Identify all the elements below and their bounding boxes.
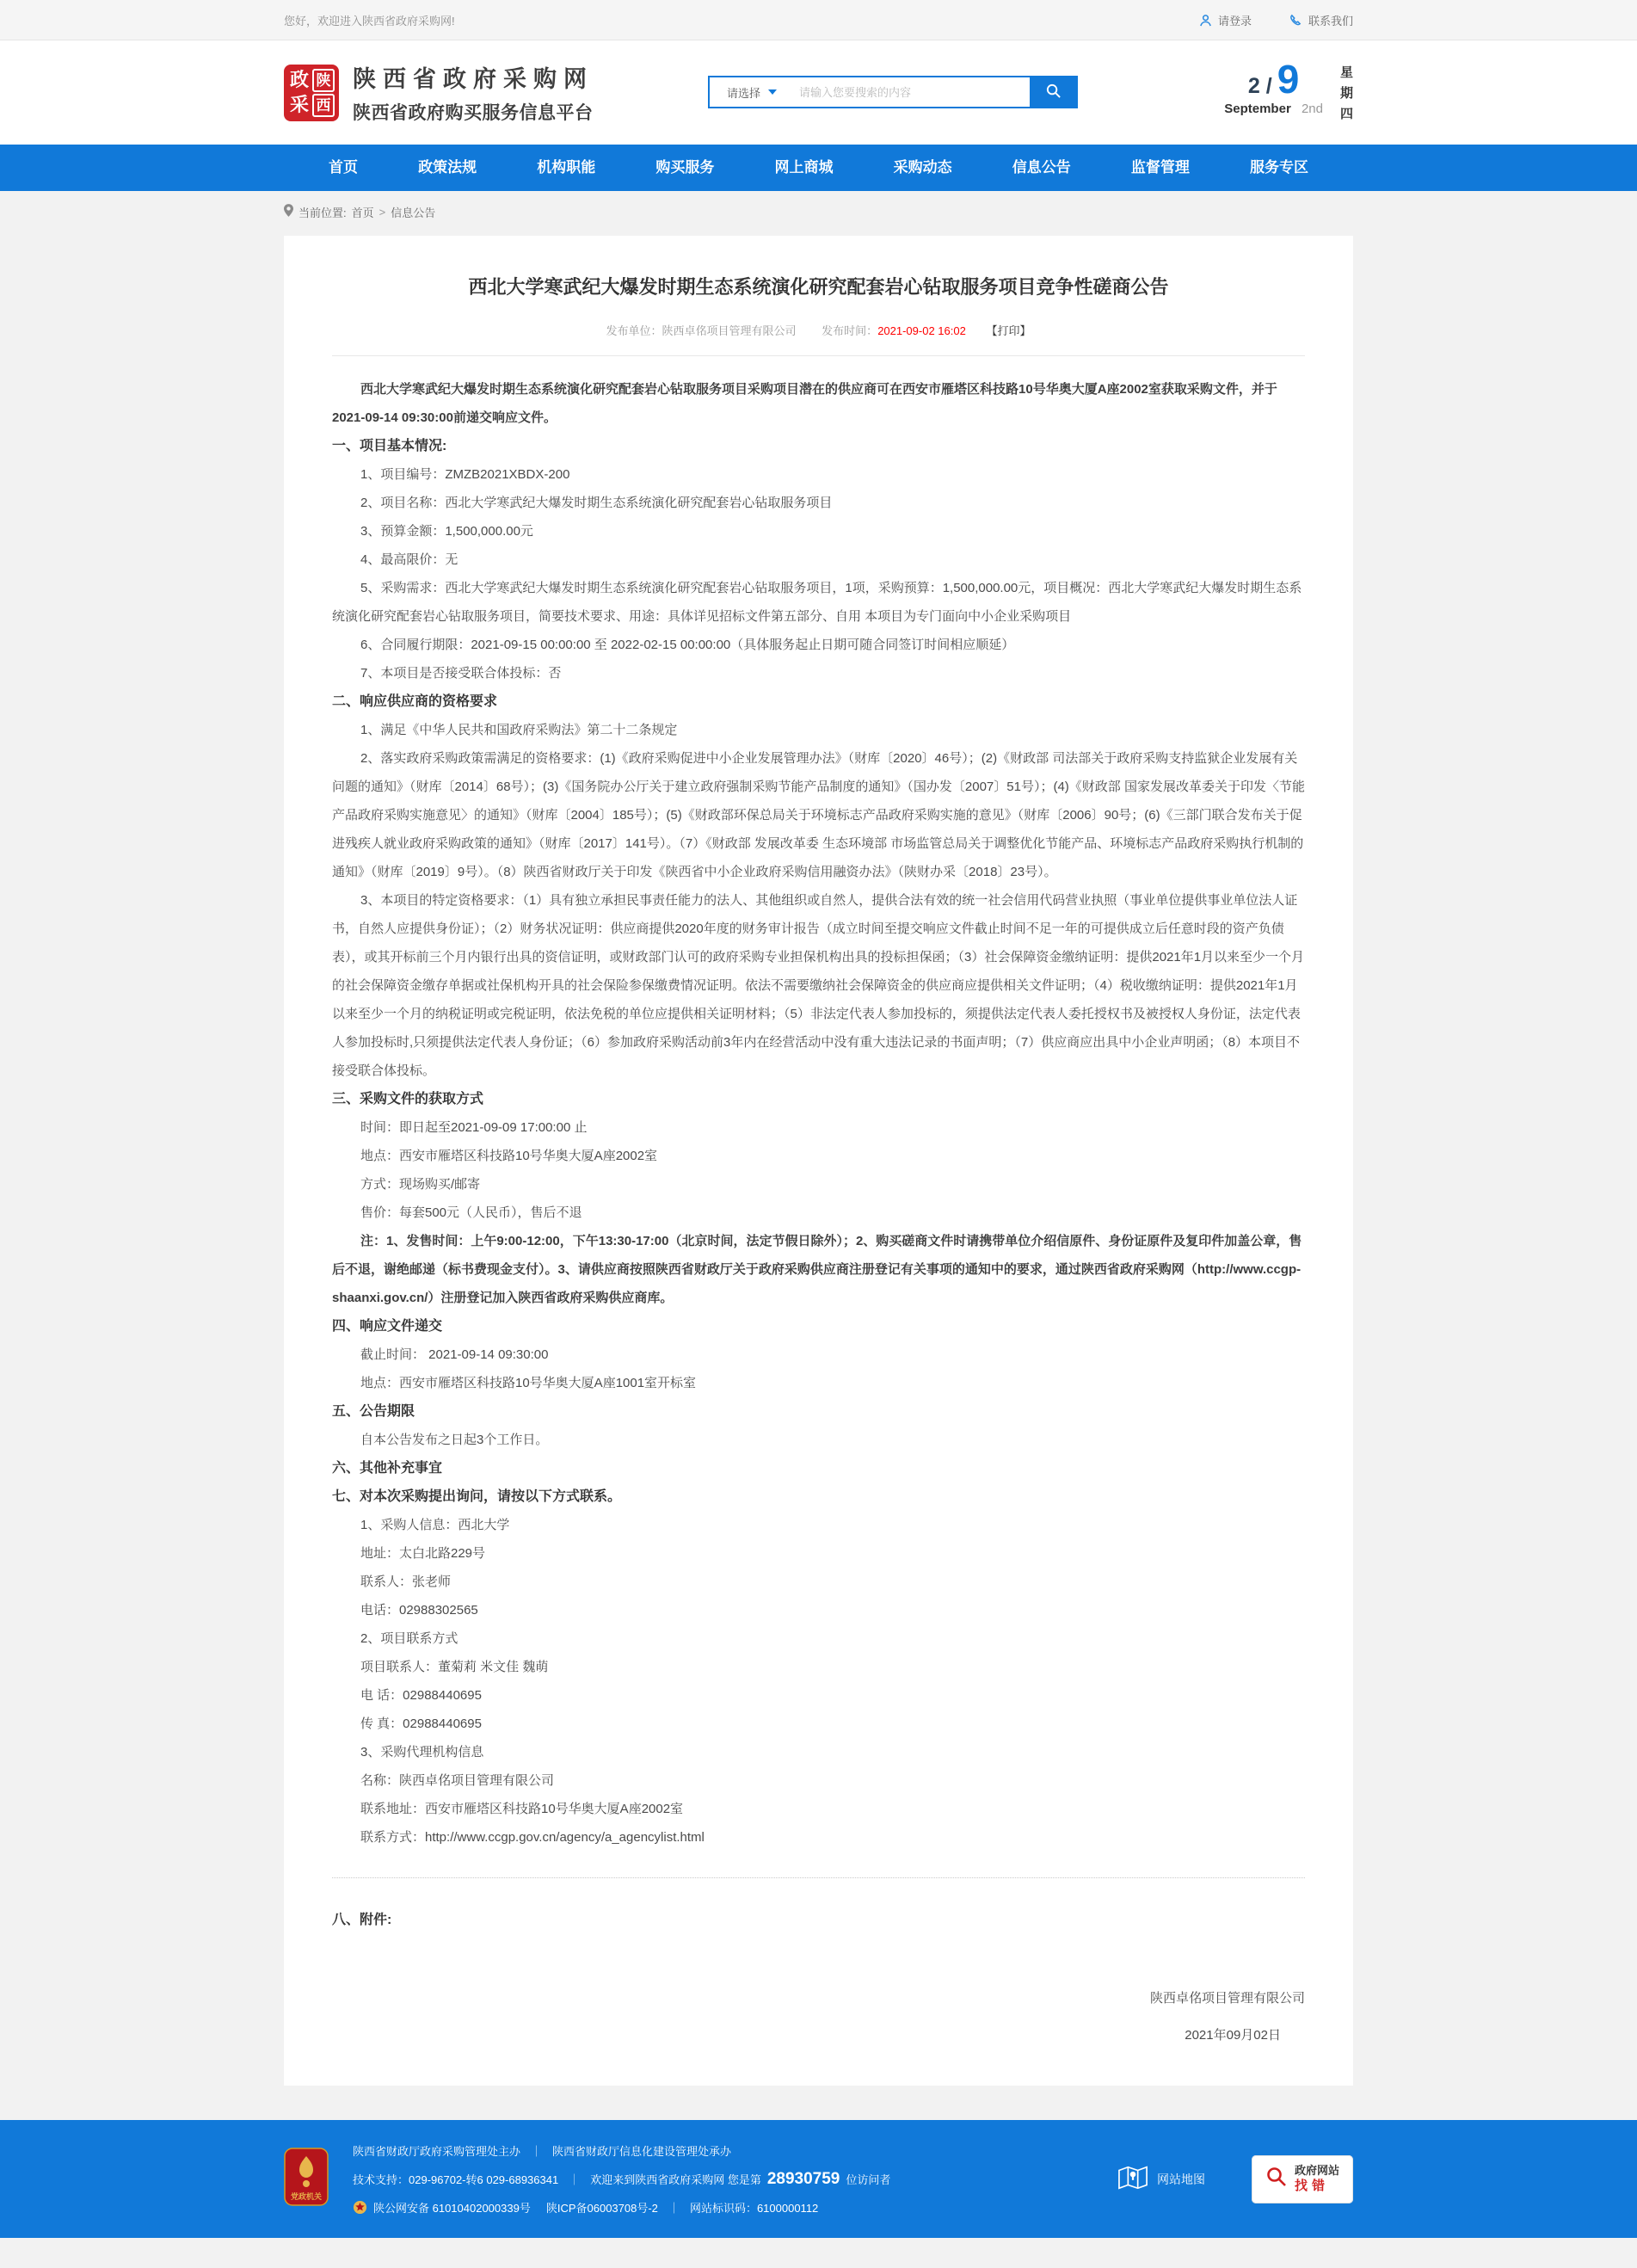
doc-item: 6、合同履行期限：2021-09-15 00:00:00 至 2022-02-15 00:00:00（具体服务起止日期可随合同签订时间相应顺延） (360, 638, 1015, 652)
section-3-heading: 三、采购文件的获取方式 (332, 1092, 484, 1106)
error-find-magnifier-icon (1265, 2166, 1288, 2192)
date-weekday: 星 期 四 (1339, 65, 1353, 121)
search-category-select[interactable]: 请选择 (710, 77, 794, 107)
publisher-label: 发布单位： (606, 324, 662, 337)
doc-item: 2、项目名称：西北大学寒武纪大爆发时期生态系统演化研究配套岩心钻取服务项目 (360, 496, 833, 510)
doc-item: 7、本项目是否接受联合体投标：否 (360, 666, 562, 681)
signature-block (332, 1984, 1305, 2049)
nav-item-procurement-news[interactable]: 采购动态 (893, 159, 952, 176)
nav-item-functions[interactable]: 机构职能 (537, 159, 596, 176)
site-logo[interactable]: 政 陕 采 西 (284, 65, 339, 121)
signature-company: 陕西卓佲项目管理有限公司 (1149, 1991, 1305, 2006)
print-button[interactable]: 【打印】 (986, 324, 1031, 337)
nav-item-policies[interactable]: 政策法规 (418, 159, 477, 176)
topbar (0, 0, 1637, 40)
doc-item: 电 话：02988440695 (360, 1688, 482, 1703)
search-input[interactable] (794, 77, 1030, 107)
nav-item-announcements[interactable]: 信息公告 (1012, 159, 1071, 176)
welcome-text: 您好，欢迎进入陕西省政府采购网! (284, 14, 455, 28)
signature-date: 2021年09月02日 (1185, 2028, 1281, 2043)
page-footer (0, 2120, 1637, 2238)
publish-time-label: 发布时间： (822, 324, 878, 337)
nav-item-purchase-services[interactable]: 购买服务 (655, 159, 715, 176)
footer-line-3: 陕公网安备 61010402000339号 陕ICP备06003708号-2 ｜ 网站标识码：6100000112 (353, 2193, 1117, 2222)
section-5-heading: 五、公告期限 (332, 1404, 415, 1419)
nav-item-supervision[interactable]: 监督管理 (1130, 159, 1190, 176)
date-day: 9 (1277, 57, 1300, 102)
doc-item: 地点：西安市雁塔区科技路10号华奥大厦A座1001室开标室 (360, 1376, 697, 1390)
date-month: September (1224, 102, 1291, 116)
location-pin-icon (284, 204, 293, 219)
footer-line-2: 技术支持：029-96702-转6 029-68936341 ｜ 欢迎来到陕西省政府采购网 您是第 28930759 位访问者 (353, 2169, 891, 2188)
doc-item: 1、采购人信息：西北大学 (360, 1518, 510, 1532)
doc-item: 联系方式：http://www.ccgp.gov.cn/agency/a_agencylist.html (360, 1830, 705, 1845)
gov-site-error-report-badge[interactable]: 政府网站 找错 (1252, 2155, 1353, 2203)
nav-item-home[interactable]: 首页 (329, 159, 358, 176)
breadcrumb (284, 202, 1353, 221)
doc-meta (332, 322, 1305, 338)
doc-item: 项目联系人：董菊莉 米文佳 魏萌 (360, 1660, 549, 1674)
section-2-heading: 二、响应供应商的资格要求 (332, 694, 498, 709)
breadcrumb-label: 当前位置: (298, 206, 347, 219)
nav-item-service-zones[interactable]: 服务专区 (1250, 159, 1308, 176)
section-7-heading: 七、对本次采购提出询问，请按以下方式联系。 (332, 1489, 622, 1504)
doc-item: 地址：太白北路229号 (360, 1546, 486, 1561)
doc-item: 2、项目联系方式 (360, 1631, 458, 1646)
doc-item: 电话：02988302565 (360, 1603, 478, 1618)
search-bar (708, 76, 1078, 108)
page-title: 西北大学寒武纪大爆发时期生态系统演化研究配套岩心钻取服务项目竞争性磋商公告 (468, 276, 1169, 298)
doc-item: 4、最高限价：无 (360, 552, 458, 567)
search-icon (1045, 83, 1062, 102)
icp-number[interactable]: 陕ICP备06003708号-2 (545, 2202, 658, 2215)
section-6-heading: 六、其他补充事宜 (332, 1461, 443, 1476)
doc-item: 名称：陕西卓佲项目管理有限公司 (360, 1773, 555, 1788)
site-title: 陕西省政府采购网 (353, 66, 594, 92)
dotted-divider (332, 1877, 1305, 1878)
site-id-code: 网站标识码：6100000112 (689, 2202, 819, 2215)
breadcrumb-home[interactable]: 首页 (351, 206, 374, 219)
section-4-heading: 四、响应文件递交 (332, 1319, 443, 1334)
footer-line-1: 陕西省财政厅政府采购管理处主办 ｜ 陕西省财政厅信息化建设管理处承办 (353, 2145, 732, 2158)
doc-item: 3、预算金额：1,500,000.00元 (360, 524, 533, 539)
contact-link[interactable]: 联系我们 (1289, 12, 1353, 28)
phone-icon (1289, 14, 1302, 27)
date-widget (1224, 57, 1353, 125)
main-nav (0, 145, 1637, 191)
breadcrumb-separator: > (378, 205, 386, 219)
doc-item: 自本公告发布之日起3个工作日。 (360, 1433, 549, 1447)
publisher-name: 陕西卓佲项目管理有限公司 (662, 324, 797, 337)
doc-note: 注：1、发售时间：上午9:00-12:00，下午13:30-17:00（北京时间，法定节假日除外）；2、购买磋商文件时请携带单位介绍信原件、身份证原件及复印件加盖公章，售后不退，谢绝邮递（标书费现金支付）。3、请供应商按照陕西省财政厅关于政府采购供应商注册登记有关事项的通知中的要求，通过陕西省政府采购网（http://www.ccgp-shaanxi.gov.cn/）注册登记加入陕西省政府采购供应商库。 (332, 1234, 1302, 1305)
doc-body (332, 375, 1305, 1934)
doc-item: 售价：每套500元（人民币），售后不退 (360, 1205, 582, 1220)
doc-intro: 西北大学寒武纪大爆发时期生态系统演化研究配套岩心钻取服务项目采购项目潜在的供应商可在西安市雁塔区科技路10号华奥大厦A座2002室获取采购文件，并于2021-09-14 09:30:00前递交响应文件。 (332, 382, 1277, 425)
map-icon (1117, 2163, 1149, 2195)
publish-time: 2021-09-02 16:02 (877, 324, 966, 337)
doc-item: 联系地址：西安市雁塔区科技路10号华奥大厦A座2002室 (360, 1802, 684, 1816)
search-button[interactable] (1030, 77, 1076, 107)
announcement-card (284, 236, 1353, 2086)
visitor-count: 28930759 (766, 2169, 840, 2188)
doc-item: 时间：即日起至2021-09-09 17:00:00 止 (360, 1120, 588, 1135)
doc-item: 1、满足《中华人民共和国政府采购法》第二十二条规定 (360, 723, 678, 737)
section-1-heading: 一、项目基本情况: (332, 439, 447, 453)
date-ordinal: 2nd (1301, 102, 1323, 116)
nav-item-online-mall[interactable]: 网上商城 (774, 159, 834, 176)
breadcrumb-current[interactable]: 信息公告 (391, 206, 436, 219)
gov-emblem-icon (284, 2148, 329, 2210)
sitemap-link[interactable]: 网站地图 (1117, 2163, 1205, 2195)
doc-item: 3、采购代理机构信息 (360, 1745, 484, 1760)
user-icon (1199, 14, 1212, 27)
doc-item: 截止时间： 2021-09-14 09:30:00 (360, 1347, 549, 1362)
login-link[interactable]: 请登录 (1199, 12, 1252, 28)
doc-item: 方式：现场购买/邮寄 (360, 1177, 481, 1192)
doc-item: 3、本项目的特定资格要求：（1）具有独立承担民事责任能力的法人、其他组织或自然人，提供合法有效的统一社会信用代码营业执照（事业单位提供事业单位法人证书，自然人应提供身份证）；（2）财务状况证明：供应商提供2020年度的财务审计报告（成立时间至提交响应文件截止时间不足一年的可提供成立后任意时段的资产负债表），或其开标前三个月内银行出具的资信证明，或财政部门认可的政府采购专业担保机构出具的投标担保函；（3）社会保障资金缴纳证明：提供2021年1月以来至少一个月的社会保障资金缴存单据或社保机构开具的社会保险参保缴费情况证明。依法不需要缴纳社会保障资金的供应商应提供相关文件证明；（4）税收缴纳证明：提供2021年1月以来至少一个月的纳税证明或完税证明，依法免税的单位应提供相关证明材料；（5）非法定代表人参加投标的，须提供法定代表人委托授权书及被授权人身份证，法定代表人参加投标时,只须提供法定代表人身份证；（6）参加政府采购活动前3年内在经营活动中没有重大违法记录的书面声明；（7）供应商应出具中小企业声明函；（8）本项目不接受联合体投标。 (332, 893, 1305, 1078)
doc-item: 1、项目编号：ZMZB2021XBDX-200 (360, 467, 570, 482)
site-header (0, 40, 1637, 145)
doc-item: 2、落实政府采购政策需满足的资格要求：(1)《政府采购促进中小企业发展管理办法》（财库〔2020〕46号）；(2)《财政部 司法部关于政府采购支持监狱企业发展有关问题的通知》（财库〔2014〕68号）；(3)《国务院办公厅关于建立政府强制采购节能产品制度的通知》（国办发〔2007〕51号）；(4)《财政部 国家发展改革委关于印发〈节能产品政府采购实施意见〉的通知》（财库〔2004〕185号）；(5)《财政部环保总局关于环境标志产品政府采购实施的意见》（财库〔2006〕90号；(6)《三部门联合发布关于促进残疾人就业政府采购政策的通知》（财库〔2017〕141号）。（7）《财政部 发展改革委 生态环境部 市场监管总局关于调整优化节能产品、环境标志产品政府采购执行机制的通知》（财库〔2019〕9号）。（8）陕西省财政厅关于印发《陕西省中小企业政府采购信用融资办法》（陕财办采〔2018〕23号）。 (332, 751, 1305, 879)
date-day-month: 2 / (1247, 74, 1272, 98)
chevron-down-icon (768, 89, 777, 95)
doc-item: 地点：西安市雁塔区科技路10号华奥大厦A座2002室 (360, 1149, 658, 1163)
meta-divider (332, 355, 1305, 356)
police-filing-number[interactable]: 陕公网安备 61010402000339号 (373, 2202, 531, 2215)
doc-item: 传 真：02988440695 (360, 1716, 482, 1731)
svg-text:党政机关: 党政机关 (290, 2192, 323, 2201)
site-subtitle: 陕西省政府购买服务信息平台 (353, 103, 594, 123)
police-badge-icon (353, 2200, 367, 2215)
doc-item: 5、采购需求：西北大学寒武纪大爆发时期生态系统演化研究配套岩心钻取服务项目，1项，采购预算：1,500,000.00元，项目概况：西北大学寒武纪大爆发时期生态系统演化研究配套岩心钻取服务项目，简要技术要求、用途：具体详见招标文件第五部分、自用 本项目为专门面向中小企业采购项目 (332, 581, 1302, 624)
section-8-heading: 八、附件: (332, 1913, 392, 1927)
doc-item: 联系人：张老师 (360, 1575, 452, 1589)
